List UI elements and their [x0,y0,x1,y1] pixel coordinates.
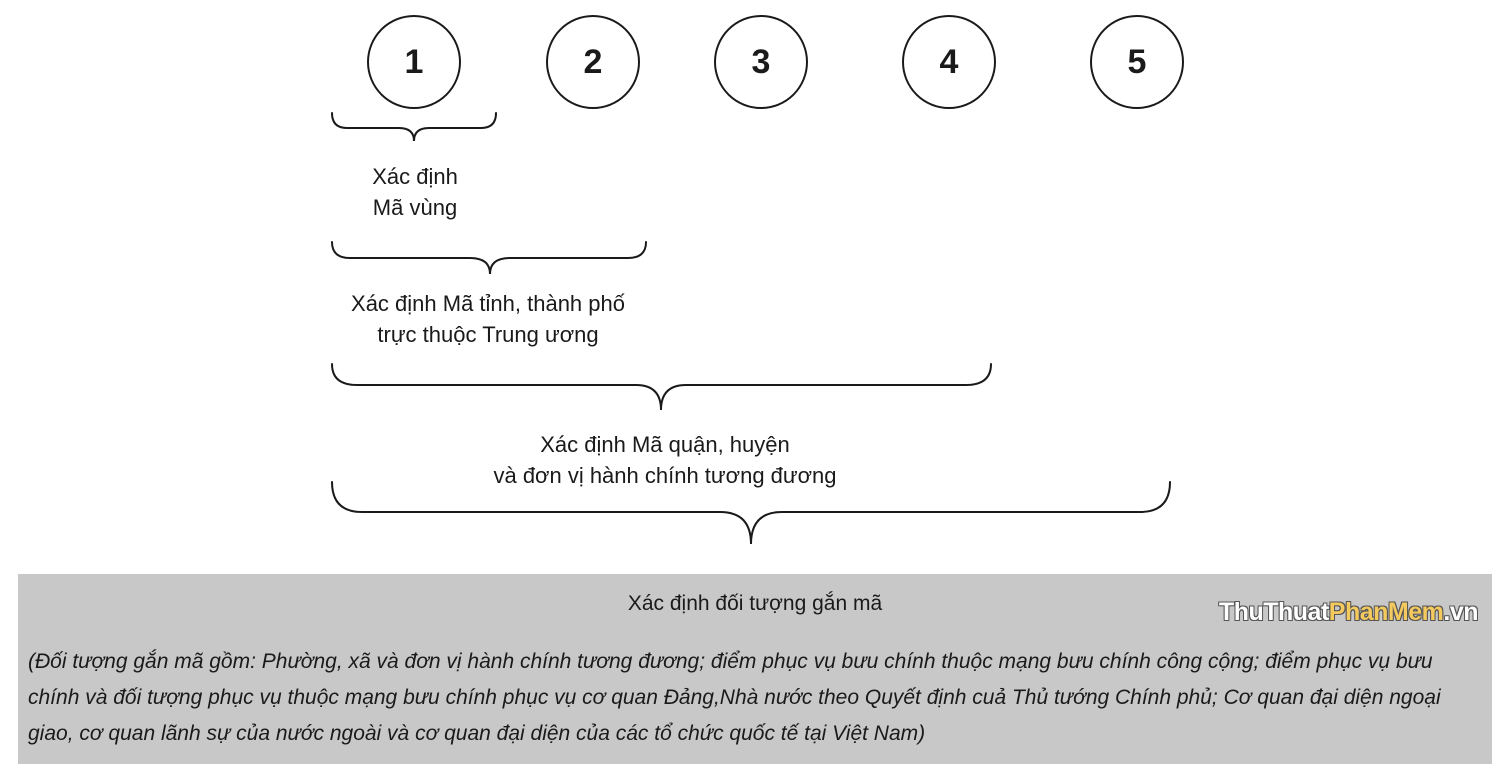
brace-district [332,364,991,410]
object-code-panel [18,574,1492,764]
region-code-label [372,161,458,223]
brace-object [332,482,1170,544]
district-code-label [493,429,836,491]
province-code-label [351,288,625,350]
watermark-logo: ThuThuatPhanMem.vn [1218,598,1478,626]
digit-circle-1: 1 [367,15,461,109]
region-code-label-line2: Mã vùng [372,195,458,220]
province-code-label-line1: Xác định Mã tỉnh, thành phố [351,291,625,316]
panel-title: Xác định đối tượng gắn mã [627,592,883,615]
district-code-label-line2: và đơn vị hành chính tương đương [493,463,837,488]
digit-circle-4: 4 [902,15,996,109]
province-code-label-line2: trực thuộc Trung ương [377,322,599,347]
brace-region [332,113,496,141]
digit-circle-5: 5 [1090,15,1184,109]
digit-circle-2: 2 [546,15,640,109]
region-code-label-line1: Xác định [372,164,458,189]
digit-circle-3: 3 [714,15,808,109]
panel-note: (Đối tượng gắn mã gồm: Phường, xã và đơn vị hành chính tương đương; điểm phục vụ bưu chính thuộc mạng bưu chính công cộng; điểm phục vụ bưu chính và đối tượng phục vụ thuộc mạng bưu chính phục vụ cơ quan Đảng,Nhà nước theo Quyết định cuả Thủ tướng Chính phủ; Cơ quan đại diện ngoại giao, cơ quan lãnh sự của nước ngoài và cơ quan đại diện của các tổ chức quốc tế tại Việt Nam) [28,650,1441,745]
district-code-label-line1: Xác định Mã quận, huyện [540,432,790,457]
brace-province [332,242,646,274]
